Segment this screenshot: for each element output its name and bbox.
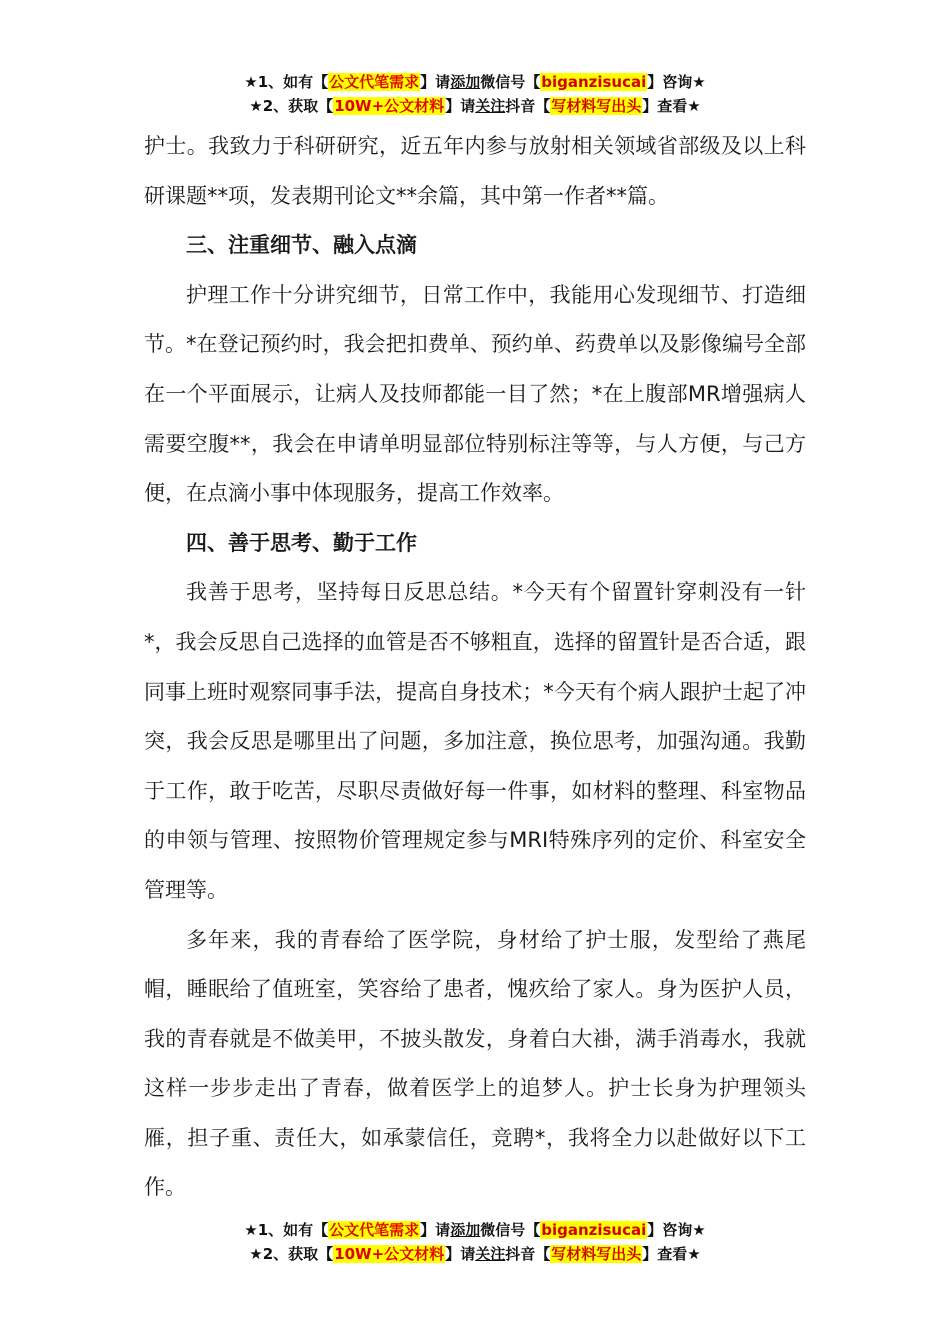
- banner-text: 】请: [420, 1221, 451, 1239]
- banner-text: ★2、获取【: [249, 97, 334, 115]
- banner-text: 】查看★: [642, 97, 701, 115]
- banner-text: 】请: [420, 73, 451, 91]
- banner-text: 】请: [445, 1245, 476, 1263]
- banner-text: 】查看★: [642, 1245, 701, 1263]
- paragraph: 多年来，我的青春给了医学院，身材给了护士服，发型给了燕尾帽，睡眠给了值班室，笑容给了患者，愧疚给了家人。身为医护人员，我的青春就是不做美甲，不披头散发，身着白大褂，满手消毒水，我就这样一步步走出了青春，做着医学上的追梦人。护士长身为护理领头雁，担子重、责任大，如承蒙信任，竞聘*，我将全力以赴做好以下工作。: [144, 927, 806, 1200]
- document-body: [144, 122, 806, 1213]
- banner-text: 】咨询★: [647, 73, 706, 91]
- banner-text: ★1、如有【: [244, 73, 329, 91]
- paragraph: 护理工作十分讲究细节，日常工作中，我能用心发现细节、打造细节。*在登记预约时，我会把扣费单、预约单、药费单以及影像编号全部在一个平面展示，让病人及技师都能一目了然；*在上腹部MR增强病人需要空腹**，我会在申请单明显部位特别标注等等，与人方便，与己方便，在点滴小事中体现服务，提高工作效率。: [144, 282, 806, 506]
- paragraph: 我善于思考，坚持每日反思总结。*今天有个留置针穿刺没有一针*，我会反思自己选择的血管是否不够粗直，选择的留置针是否合适，跟同事上班时观察同事手法，提高自身技术；*今天有个病人跟护士起了冲突，我会反思是哪里出了问题，多加注意，换位思考，加强沟通。我勤于工作，敢于吃苦，尽职尽责做好每一件事，如材料的整理、科室物品的申领与管理、按照物价管理规定参与MRI特殊序列的定价、科室安全管理等。: [144, 580, 806, 902]
- banner-text: ★1、如有【: [244, 1221, 329, 1239]
- header-banner: [0, 70, 950, 118]
- banner-highlight: 10W+公文材料: [334, 97, 445, 115]
- banner-text: 】咨询★: [647, 1221, 706, 1239]
- banner-line-2: [0, 1242, 950, 1266]
- banner-underlined: 添加: [450, 73, 481, 91]
- banner-line-1: [0, 70, 950, 94]
- banner-highlight: 写材料写出头: [551, 1245, 642, 1263]
- banner-highlight: biganzisucai: [541, 73, 647, 91]
- banner-highlight: 公文代笔需求: [329, 1221, 420, 1239]
- banner-text: 】请: [445, 97, 476, 115]
- banner-underlined: 关注: [475, 1245, 506, 1263]
- banner-line-1: [0, 1218, 950, 1242]
- footer-banner: [0, 1218, 950, 1266]
- banner-underlined: 关注: [475, 97, 506, 115]
- banner-highlight: biganzisucai: [541, 1221, 647, 1239]
- banner-underlined: 添加: [450, 1221, 481, 1239]
- banner-text: 微信号【: [480, 73, 541, 91]
- banner-highlight: 写材料写出头: [551, 97, 642, 115]
- section-heading: 三、注重细节、融入点滴: [186, 233, 417, 258]
- banner-highlight: 公文代笔需求: [329, 73, 420, 91]
- paragraph: 护士。我致力于科研研究，近五年内参与放射相关领域省部级及以上科研课题**项，发表期刊论文**余篇，其中第一作者**篇。: [144, 134, 806, 208]
- banner-text: 抖音【: [505, 97, 551, 115]
- banner-line-2: [0, 94, 950, 118]
- banner-text: ★2、获取【: [249, 1245, 334, 1263]
- section-heading: 四、善于思考、勤于工作: [186, 530, 417, 555]
- banner-text: 微信号【: [480, 1221, 541, 1239]
- banner-highlight: 10W+公文材料: [334, 1245, 445, 1263]
- banner-text: 抖音【: [505, 1245, 551, 1263]
